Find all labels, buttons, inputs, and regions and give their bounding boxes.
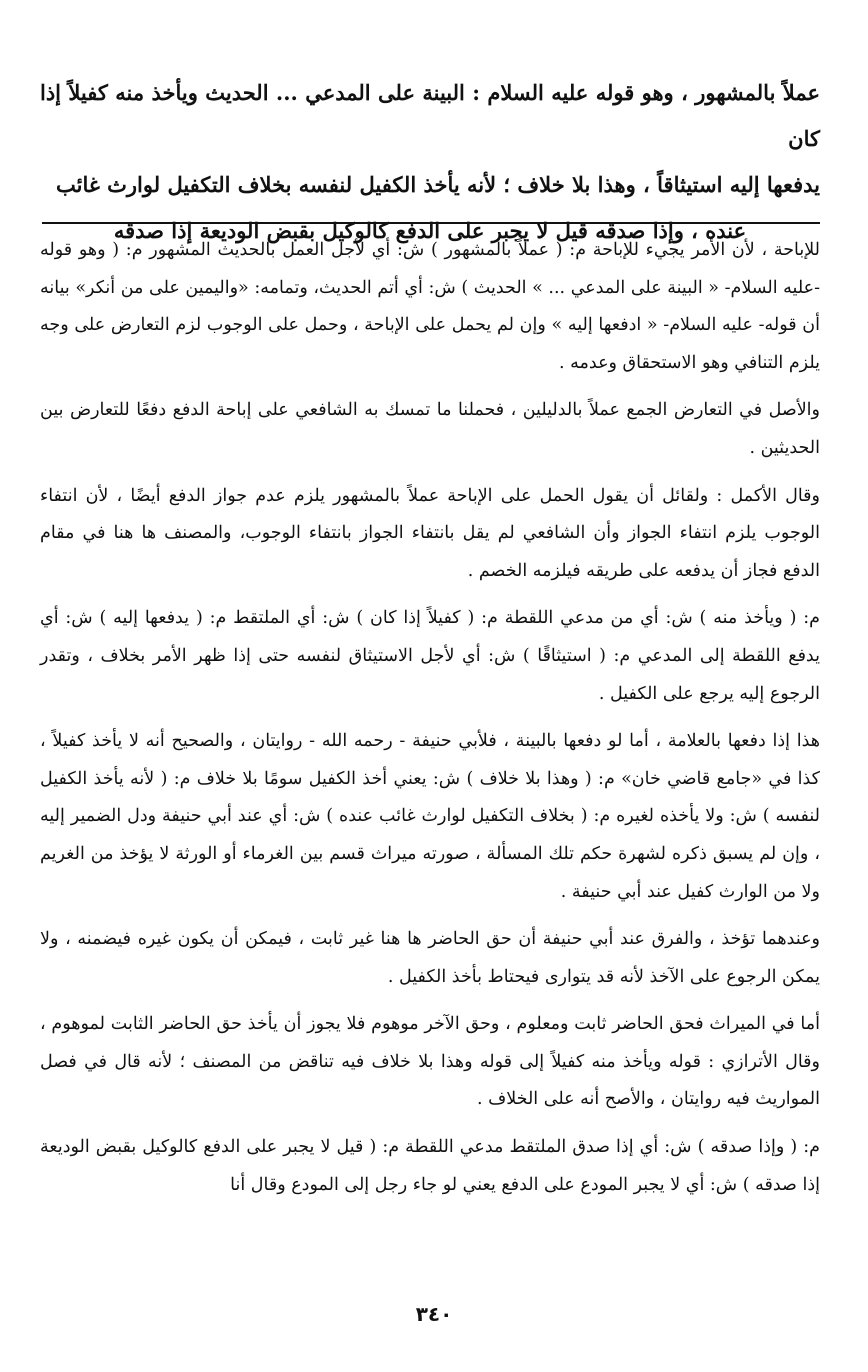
matn-main-text: [40, 70, 820, 254]
matn-line: عنده ، وإذا صدقه قيل لا يجبر على الدفع كالوكيل بقبض الوديعة إذا صدقه: [113, 218, 747, 243]
commentary-paragraph: وقال الأكمل : ولقائل أن يقول الحمل على الإباحة عملاً بالمشهور يلزم عدم جواز الدفع أيضًا ، لأن انتفاء الوجوب يلزم انتفاء الجواز وأن الشافعي لم يقل بانتفاء الجواز بانتفاء الوجوب، والمصنف ها هنا في مقام الدفع فجاز أن يدفعه على طريقه فيلزمه الخصم .: [40, 485, 820, 581]
matn-line: يدفعها إليه استيثاقاً ، وهذا بلا خلاف ؛ لأنه يأخذ الكفيل لنفسه بخلاف التكفيل لوارث غائب: [55, 172, 820, 197]
section-divider: [42, 222, 820, 224]
commentary-paragraph: وعندهما تؤخذ ، والفرق عند أبي حنيفة أن حق الحاضر ها هنا غير ثابت ، فيمكن أن يكون غيره فيضمنه ، ولا يمكن الرجوع على الآخذ لأنه قد يتوارى فيحتاط بأخذ الكفيل .: [40, 929, 820, 987]
sharh-commentary: [40, 232, 820, 1214]
commentary-paragraph: للإباحة ، لأن الأمر يجيء للإباحة م: ( عملاً بالمشهور ) ش: أي لأجل العمل بالحديث المشهور م: ( وهو قوله -عليه السلام- « البينة على المدعي ... » الحديث ) ش: أي أتم الحديث، وتمامه: «واليمين على من أنكر» بيانه أن قوله- عليه السلام- « ادفعها إليه » وإن لم يحمل على الإباحة ، وحمل على الوجوب لزم التعارض على وجه يلزم التنافي وهو الاستحقاق وعدمه .: [40, 240, 820, 373]
commentary-paragraph: م: ( وإذا صدقه ) ش: أي إذا صدق الملتقط مدعي اللقطة م: ( قيل لا يجبر على الدفع كالوكيل بقبض الوديعة إذا صدقه ) ش: أي لا يجبر المودع على الدفع يعني لو جاء رجل إلى المودع وقال أنا: [40, 1137, 820, 1195]
commentary-paragraph: هذا إذا دفعها بالعلامة ، أما لو دفعها بالبينة ، فلأبي حنيفة - رحمه الله - روايتان ، والصحيح أنه لا يأخذ كفيلاً ، كذا في «جامع قاضي خان» م: ( وهذا بلا خلاف ) ش: يعني أخذ الكفيل سومًا بلا خلاف م: ( لأنه يأخذ الكفيل لنفسه ) ش: ولا يأخذه لغيره م: ( بخلاف التكفيل لوارث غائب عنده ) ش: أي عند أبي حنيفة ودل الضمير إليه ، وإن لم يسبق ذكره لشهرة حكم تلك المسألة ، صورته ميراث قسم بين الغرماء أو الورثة لا يؤخذ من الغريم ولا من الوارث كفيل عند أبي حنيفة .: [40, 731, 820, 902]
commentary-paragraph: أما في الميراث فحق الحاضر ثابت ومعلوم ، وحق الآخر موهوم فلا يجوز أن يأخذ حق الحاضر الثابت لموهوم ، وقال الأترازي : قوله ويأخذ منه كفيلاً إلى قوله وهذا بلا خلاف فيه تناقض من المصنف ؛ لأنه قال في فصل المواريث فيه روايتان ، والأصح أنه على الخلاف .: [40, 1014, 820, 1110]
matn-line: عملاً بالمشهور ، وهو قوله عليه السلام : البينة على المدعي ... الحديث ويأخذ منه كفيلاً إذا كان: [40, 80, 820, 151]
commentary-paragraph: والأصل في التعارض الجمع عملاً بالدليلين ، فحملنا ما تمسك به الشافعي على إباحة الدفع دفعًا للتعارض بين الحديثين .: [40, 400, 820, 458]
page-number: ٣٤٠: [415, 1302, 453, 1326]
commentary-paragraph: م: ( ويأخذ منه ) ش: أي من مدعي اللقطة م: ( كفيلاً إذا كان ) ش: أي الملتقط م: ( يدفعها إليه ) ش: أي يدفع اللقطة إلى المدعي م: ( استيثاقًا ) ش: أي لأجل الاستيثاق لنفسه حتى إذا ظهر الأمر بخلاف ، وتقدر الرجوع إليه يرجع على الكفيل .: [40, 608, 820, 704]
